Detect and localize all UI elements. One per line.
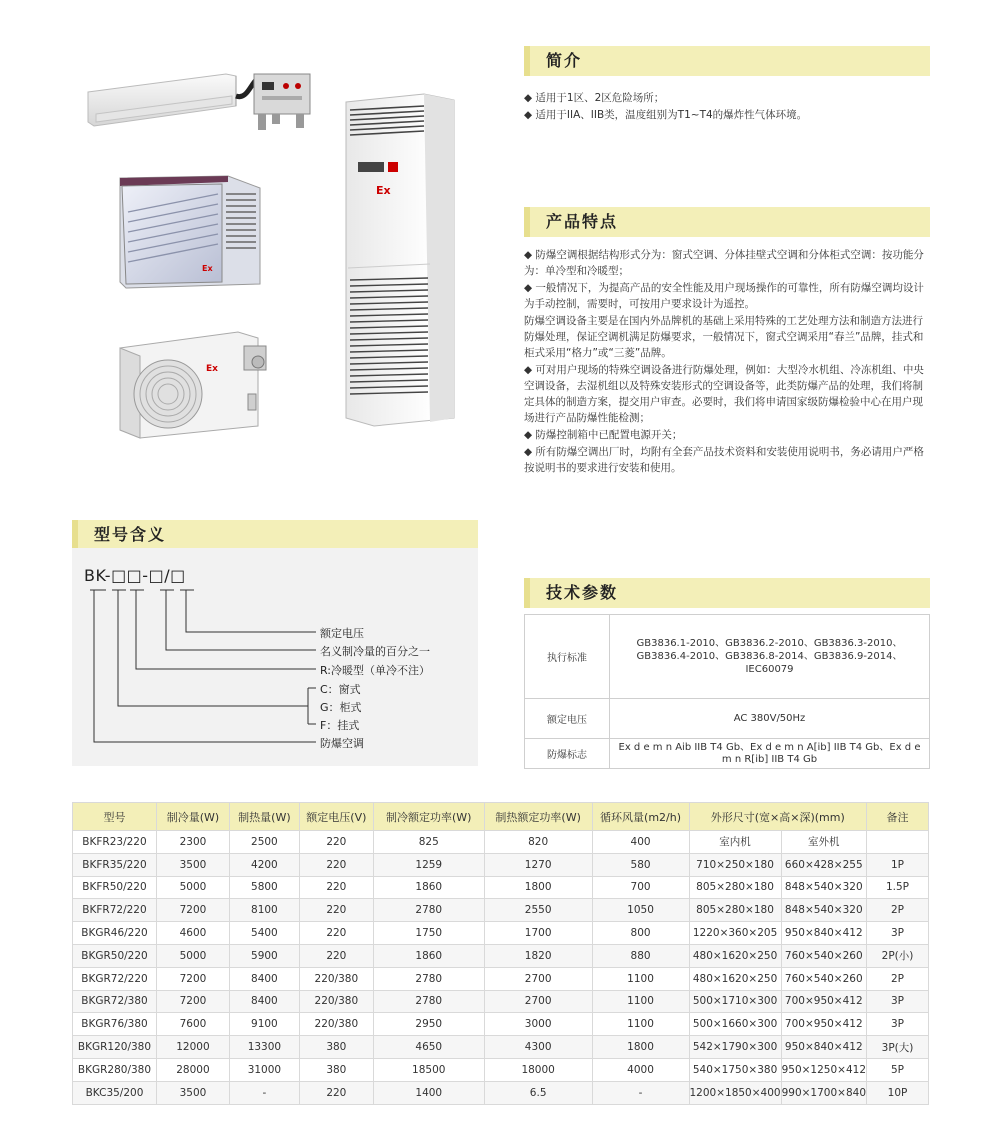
table-cell: 18500 bbox=[373, 1058, 484, 1081]
table-cell: 710×250×180 bbox=[689, 853, 781, 876]
ex-mark: Ex bbox=[206, 364, 218, 374]
table-cell: BKGR120/380 bbox=[73, 1036, 157, 1059]
table-cell: 1220×360×205 bbox=[689, 922, 781, 945]
table-cell: BKGR72/220 bbox=[73, 967, 157, 990]
table-cell: 10P bbox=[867, 1081, 929, 1104]
table-row bbox=[73, 831, 929, 854]
tech-row bbox=[525, 699, 930, 739]
table-cell: 990×1700×840 bbox=[781, 1081, 866, 1104]
table-row bbox=[73, 876, 929, 899]
intro-title: 简介 bbox=[546, 51, 583, 70]
table-cell: BKFR72/220 bbox=[73, 899, 157, 922]
table-cell: 3000 bbox=[484, 1013, 592, 1036]
table-cell: 1860 bbox=[373, 876, 484, 899]
table-cell: 400 bbox=[592, 831, 689, 854]
spec-header-row bbox=[73, 803, 929, 831]
table-row bbox=[73, 1013, 929, 1036]
tech-table bbox=[524, 614, 930, 769]
table-cell: 4000 bbox=[592, 1058, 689, 1081]
col-dimensions: 外形尺寸(宽×高×深)(mm) bbox=[689, 803, 867, 831]
table-cell: 2950 bbox=[373, 1013, 484, 1036]
table-cell: 2P bbox=[867, 899, 929, 922]
table-row bbox=[73, 899, 929, 922]
table-row bbox=[73, 853, 929, 876]
col-cool-power: 制冷额定功率(W) bbox=[373, 803, 484, 831]
table-cell: BKGR76/380 bbox=[73, 1013, 157, 1036]
table-cell: 1259 bbox=[373, 853, 484, 876]
table-cell: 1100 bbox=[592, 1013, 689, 1036]
model-label-ac: 防爆空调 bbox=[320, 737, 364, 750]
table-row bbox=[73, 967, 929, 990]
table-cell: 室外机 bbox=[781, 831, 866, 854]
table-cell: BKGR280/380 bbox=[73, 1058, 157, 1081]
table-cell: 760×540×260 bbox=[781, 967, 866, 990]
table-row bbox=[73, 1081, 929, 1104]
table-cell: 848×540×320 bbox=[781, 899, 866, 922]
features-item: 防爆空调设备主要是在国内外品牌机的基础上采用特殊的工艺处理方法和制造方法进行防爆处理，保证空调机满足防爆要求，一般情况下，窗式空调采用“春兰”品牌，挂式和柜式采用“格力”或“三菱”品牌。 bbox=[524, 315, 924, 359]
table-cell: 660×428×255 bbox=[781, 853, 866, 876]
window-ac-image bbox=[118, 172, 264, 292]
table-cell: 820 bbox=[484, 831, 592, 854]
features-item: ◆ 一般情况下，为提高产品的安全性能及用户现场操作的可靠性，所有防爆空调均设计为手动控制，需要时，可按用户要求设计为遥控。 bbox=[524, 282, 924, 310]
table-cell: 2700 bbox=[484, 967, 592, 990]
features-header bbox=[524, 207, 930, 237]
model-meaning-header bbox=[72, 520, 478, 550]
table-cell: 8400 bbox=[229, 990, 299, 1013]
table-cell: 5000 bbox=[156, 944, 229, 967]
table-cell: BKGR72/380 bbox=[73, 990, 157, 1013]
table-cell: 1.5P bbox=[867, 876, 929, 899]
model-code: BK-□□-□/□ bbox=[84, 566, 186, 585]
model-meaning-diagram bbox=[72, 548, 478, 766]
table-cell: 1750 bbox=[373, 922, 484, 945]
table-cell: 805×280×180 bbox=[689, 876, 781, 899]
table-cell: 2780 bbox=[373, 899, 484, 922]
table-cell: 700 bbox=[592, 876, 689, 899]
table-cell: - bbox=[592, 1081, 689, 1104]
intro-list bbox=[524, 90, 924, 124]
table-cell: 1400 bbox=[373, 1081, 484, 1104]
intro-item: ◆ 适用于IIA、IIB类，温度组别为T1~T4的爆炸性气体环境。 bbox=[524, 109, 808, 121]
table-cell: 5900 bbox=[229, 944, 299, 967]
table-cell: BKFR50/220 bbox=[73, 876, 157, 899]
table-cell: 2300 bbox=[156, 831, 229, 854]
table-cell: 220 bbox=[299, 831, 373, 854]
tech-label: 防爆标志 bbox=[525, 739, 610, 769]
table-cell: 220 bbox=[299, 899, 373, 922]
outdoor-unit-image bbox=[118, 330, 274, 440]
table-cell: 1700 bbox=[484, 922, 592, 945]
tech-row bbox=[525, 615, 930, 699]
table-cell: 4300 bbox=[484, 1036, 592, 1059]
intro-header bbox=[524, 46, 930, 76]
table-cell: 7200 bbox=[156, 990, 229, 1013]
table-cell: 4650 bbox=[373, 1036, 484, 1059]
floor-standing-ac-image bbox=[344, 92, 456, 428]
table-cell: 13300 bbox=[229, 1036, 299, 1059]
table-cell: 500×1710×300 bbox=[689, 990, 781, 1013]
col-heat-power: 制热额定功率(W) bbox=[484, 803, 592, 831]
table-cell: 950×840×412 bbox=[781, 1036, 866, 1059]
table-cell: 2780 bbox=[373, 990, 484, 1013]
table-cell: 9100 bbox=[229, 1013, 299, 1036]
table-cell bbox=[867, 831, 929, 854]
table-cell: 1100 bbox=[592, 990, 689, 1013]
table-cell: 4200 bbox=[229, 853, 299, 876]
table-cell: 3500 bbox=[156, 853, 229, 876]
wall-mounted-ac-image bbox=[86, 66, 326, 156]
ex-mark: Ex bbox=[376, 184, 391, 197]
col-airflow: 循环风量(m2/h) bbox=[592, 803, 689, 831]
spec-table-body bbox=[73, 831, 929, 1105]
table-row bbox=[73, 990, 929, 1013]
tech-header bbox=[524, 578, 930, 608]
intro-item: ◆ 适用于1区、2区危险场所； bbox=[524, 92, 665, 104]
features-item: ◆ 所有防爆空调出厂时，均附有全套产品技术资料和安装使用说明书，务必请用户严格按说明书的要求进行安装和使用。 bbox=[524, 446, 924, 474]
table-cell: 500×1660×300 bbox=[689, 1013, 781, 1036]
table-cell: BKGR50/220 bbox=[73, 944, 157, 967]
col-remark: 备注 bbox=[867, 803, 929, 831]
spec-table bbox=[72, 802, 929, 1105]
table-cell: 2P bbox=[867, 967, 929, 990]
table-cell: 805×280×180 bbox=[689, 899, 781, 922]
table-cell: 580 bbox=[592, 853, 689, 876]
table-cell: 1100 bbox=[592, 967, 689, 990]
table-cell: 5000 bbox=[156, 876, 229, 899]
table-cell: 3P bbox=[867, 1013, 929, 1036]
table-cell: 220 bbox=[299, 853, 373, 876]
table-cell: 2P(小) bbox=[867, 944, 929, 967]
model-label-type: R:冷暖型（单冷不注） bbox=[320, 664, 431, 677]
features-list bbox=[524, 247, 926, 477]
table-cell: 220/380 bbox=[299, 967, 373, 990]
table-cell: 950×840×412 bbox=[781, 922, 866, 945]
table-cell: 480×1620×250 bbox=[689, 944, 781, 967]
model-label-cabinet: G：柜式 bbox=[320, 701, 362, 714]
table-cell: 1270 bbox=[484, 853, 592, 876]
table-cell: 950×1250×412 bbox=[781, 1058, 866, 1081]
table-cell: 2500 bbox=[229, 831, 299, 854]
table-cell: 18000 bbox=[484, 1058, 592, 1081]
features-item: ◆ 防爆控制箱中已配置电源开关； bbox=[524, 429, 683, 441]
features-item: ◆ 防爆空调根据结构形式分为：窗式空调、分体挂壁式空调和分体柜式空调：按功能分为：单冷型和冷暖型； bbox=[524, 249, 924, 277]
table-cell: 5800 bbox=[229, 876, 299, 899]
table-row bbox=[73, 944, 929, 967]
table-cell: 28000 bbox=[156, 1058, 229, 1081]
features-item: ◆ 可对用户现场的特殊空调设备进行防爆处理，例如：大型冷水机组、冷冻机组、中央空调设备，去湿机组以及特殊安装形式的空调设备等，此类防爆产品的处理，我们将制定具体的制造方案，提交用户审查。必要时，我们将申请国家级防爆检验中心在用户现场进行产品防爆性能检测； bbox=[524, 364, 924, 424]
table-cell: 3P(大) bbox=[867, 1036, 929, 1059]
table-cell: 1050 bbox=[592, 899, 689, 922]
table-cell: BKFR23/220 bbox=[73, 831, 157, 854]
table-cell: BKC35/200 bbox=[73, 1081, 157, 1104]
features-title: 产品特点 bbox=[546, 212, 619, 231]
model-meaning-title: 型号含义 bbox=[94, 525, 167, 544]
table-cell: 700×950×412 bbox=[781, 990, 866, 1013]
table-cell: 12000 bbox=[156, 1036, 229, 1059]
table-row bbox=[73, 1058, 929, 1081]
model-label-window: C：窗式 bbox=[320, 683, 361, 696]
table-cell: 2780 bbox=[373, 967, 484, 990]
table-cell: 5P bbox=[867, 1058, 929, 1081]
table-cell: 3P bbox=[867, 922, 929, 945]
tech-label: 执行标准 bbox=[525, 615, 610, 699]
tech-value: GB3836.1-2010、GB3836.2-2010、GB3836.3-2010、GB3836.4-2010、GB3836.8-2014、GB3836.9-2014、IEC60079 bbox=[610, 615, 930, 699]
table-cell: 8400 bbox=[229, 967, 299, 990]
table-cell: 1800 bbox=[484, 876, 592, 899]
table-cell: 220 bbox=[299, 876, 373, 899]
table-cell: 880 bbox=[592, 944, 689, 967]
table-cell: 2550 bbox=[484, 899, 592, 922]
table-cell: 3500 bbox=[156, 1081, 229, 1104]
tech-label: 额定电压 bbox=[525, 699, 610, 739]
table-cell: - bbox=[229, 1081, 299, 1104]
ex-mark: Ex bbox=[202, 264, 213, 273]
tech-row bbox=[525, 739, 930, 769]
table-cell: 848×540×320 bbox=[781, 876, 866, 899]
col-heating: 制热量(W) bbox=[229, 803, 299, 831]
model-label-voltage: 额定电压 bbox=[320, 627, 364, 640]
table-cell: 1200×1850×400 bbox=[689, 1081, 781, 1104]
table-cell: 380 bbox=[299, 1036, 373, 1059]
table-cell: 825 bbox=[373, 831, 484, 854]
col-cooling: 制冷量(W) bbox=[156, 803, 229, 831]
table-cell: BKGR46/220 bbox=[73, 922, 157, 945]
col-voltage: 额定电压(V) bbox=[299, 803, 373, 831]
table-cell: 3P bbox=[867, 990, 929, 1013]
table-cell: 220 bbox=[299, 1081, 373, 1104]
table-row bbox=[73, 1036, 929, 1059]
table-cell: 380 bbox=[299, 1058, 373, 1081]
table-cell: 220/380 bbox=[299, 990, 373, 1013]
table-cell: 7200 bbox=[156, 899, 229, 922]
table-cell: 6.5 bbox=[484, 1081, 592, 1104]
model-label-capacity: 名义制冷量的百分之一 bbox=[320, 645, 430, 658]
table-cell: 220/380 bbox=[299, 1013, 373, 1036]
table-cell: 542×1790×300 bbox=[689, 1036, 781, 1059]
table-cell: 540×1750×380 bbox=[689, 1058, 781, 1081]
table-cell: 1P bbox=[867, 853, 929, 876]
table-cell: 1800 bbox=[592, 1036, 689, 1059]
table-cell: 220 bbox=[299, 922, 373, 945]
table-cell: 7600 bbox=[156, 1013, 229, 1036]
table-cell: 700×950×412 bbox=[781, 1013, 866, 1036]
table-cell: 220 bbox=[299, 944, 373, 967]
table-cell: 480×1620×250 bbox=[689, 967, 781, 990]
tech-value: Ex d e m n Aib IIB T4 Gb、Ex d e m n A[ib] IIB T4 Gb、Ex d e m n R[ib] IIB T4 Gb bbox=[610, 739, 930, 769]
table-cell: 8100 bbox=[229, 899, 299, 922]
col-model: 型号 bbox=[73, 803, 157, 831]
tech-value: AC 380V/50Hz bbox=[610, 699, 930, 739]
table-cell: 1860 bbox=[373, 944, 484, 967]
table-cell: 2700 bbox=[484, 990, 592, 1013]
table-cell: 4600 bbox=[156, 922, 229, 945]
table-cell: 760×540×260 bbox=[781, 944, 866, 967]
tech-title: 技术参数 bbox=[546, 583, 619, 602]
model-label-wall: F：挂式 bbox=[320, 719, 360, 732]
table-cell: 800 bbox=[592, 922, 689, 945]
table-cell: 31000 bbox=[229, 1058, 299, 1081]
table-cell: 5400 bbox=[229, 922, 299, 945]
table-cell: 室内机 bbox=[689, 831, 781, 854]
table-row bbox=[73, 922, 929, 945]
table-cell: 7200 bbox=[156, 967, 229, 990]
table-cell: BKFR35/220 bbox=[73, 853, 157, 876]
table-cell: 1820 bbox=[484, 944, 592, 967]
